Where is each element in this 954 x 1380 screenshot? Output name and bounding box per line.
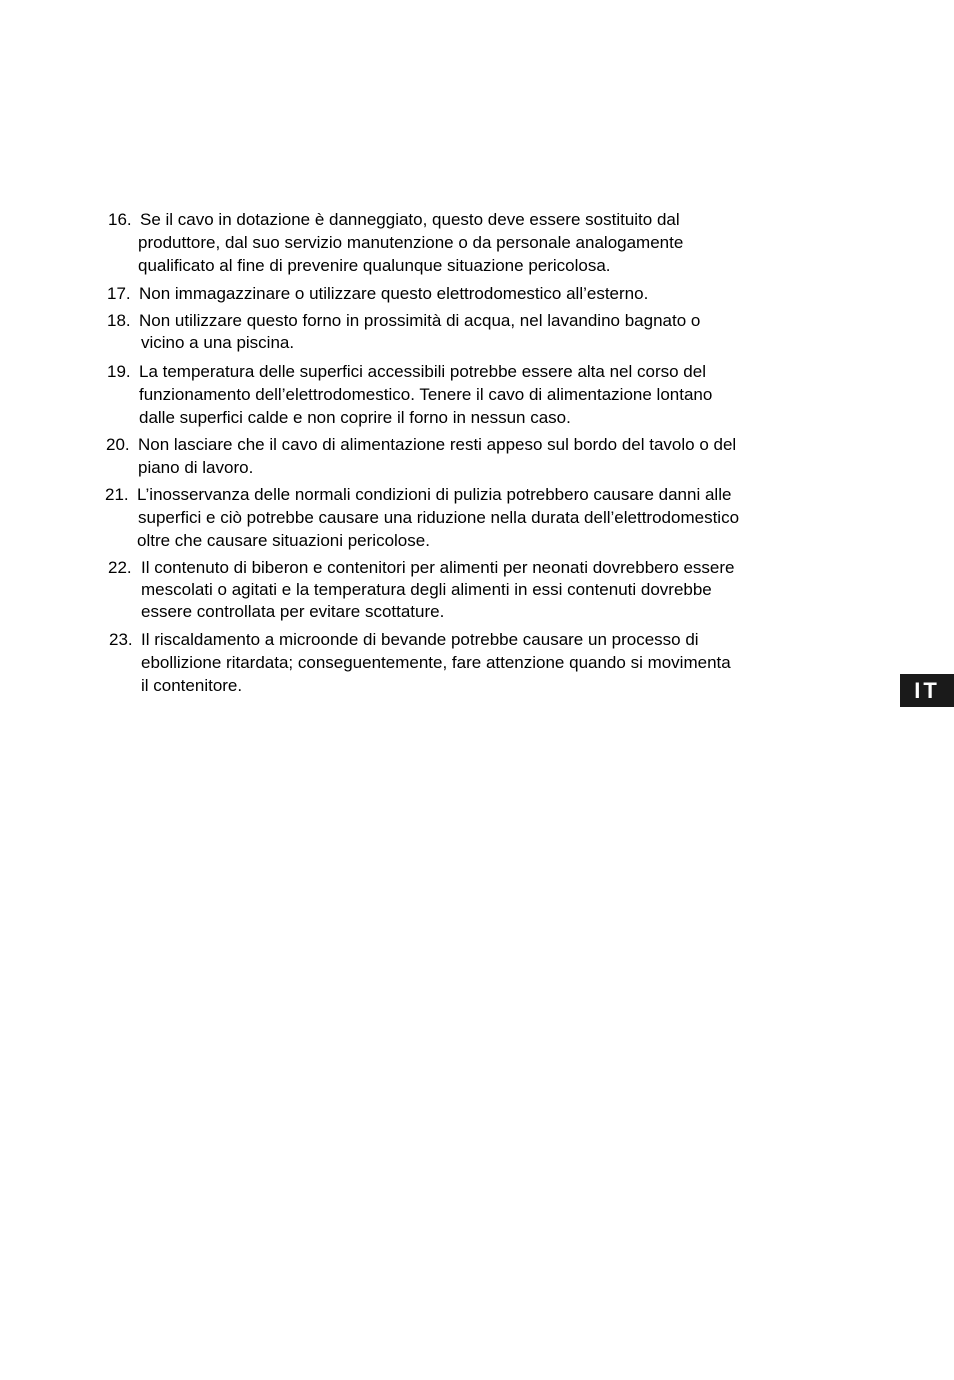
item-number: 22. [108, 558, 132, 577]
item-number: 21. [105, 485, 129, 504]
item-number: 19. [107, 362, 131, 381]
item-text-line: mescolati o agitati e la temperatura degli alimenti in essi contenuti dovrebbe [141, 580, 712, 599]
item-text-line: ebollizione ritardata; conseguentemente, fare attenzione quando si movimenta [141, 653, 731, 672]
item-text-line: essere controllata per evitare scottature. [141, 602, 445, 621]
item-number: 20. [106, 435, 130, 454]
item-text-line: dalle superfici calde e non coprire il forno in nessun caso. [139, 408, 571, 427]
item-text-line: Se il cavo in dotazione è danneggiato, questo deve essere sostituito dal [140, 210, 680, 229]
item-text-line: vicino a una piscina. [141, 333, 295, 352]
item-text-line: produttore, dal suo servizio manutenzione o da personale analogamente [138, 233, 684, 252]
item-text-line: Non lasciare che il cavo di alimentazione resti appeso sul bordo del tavolo o del [138, 435, 737, 454]
item-text-line: funzionamento dell’elettrodomestico. Tenere il cavo di alimentazione lontano [139, 385, 713, 404]
item-text-line: il contenitore. [141, 676, 243, 695]
item-text-line: La temperatura delle superfici accessibili potrebbe essere alta nel corso del [139, 362, 706, 381]
item-number: 18. [107, 311, 131, 330]
item-text-line: Non utilizzare questo forno in prossimità di acqua, nel lavandino bagnato o [139, 311, 701, 330]
language-tab: IT [900, 674, 954, 707]
item-text-line: L’inosservanza delle normali condizioni di pulizia potrebbero causare danni alle [137, 485, 732, 504]
item-text-line: piano di lavoro. [138, 458, 254, 477]
item-text-line: Non immagazzinare o utilizzare questo elettrodomestico all’esterno. [139, 284, 649, 303]
item-text-line: oltre che causare situazioni pericolose. [137, 531, 430, 550]
item-text-line: Il contenuto di biberon e contenitori per alimenti per neonati dovrebbero essere [141, 558, 735, 577]
item-number: 23. [109, 630, 133, 649]
item-text-line: Il riscaldamento a microonde di bevande potrebbe causare un processo di [141, 630, 699, 649]
item-text-line: superfici e ciò potrebbe causare una riduzione nella durata dell’elettrodomestico [138, 508, 740, 527]
item-number: 16. [108, 210, 132, 229]
item-number: 17. [107, 284, 131, 303]
item-text-line: qualificato al fine di prevenire qualunque situazione pericolosa. [138, 256, 611, 275]
